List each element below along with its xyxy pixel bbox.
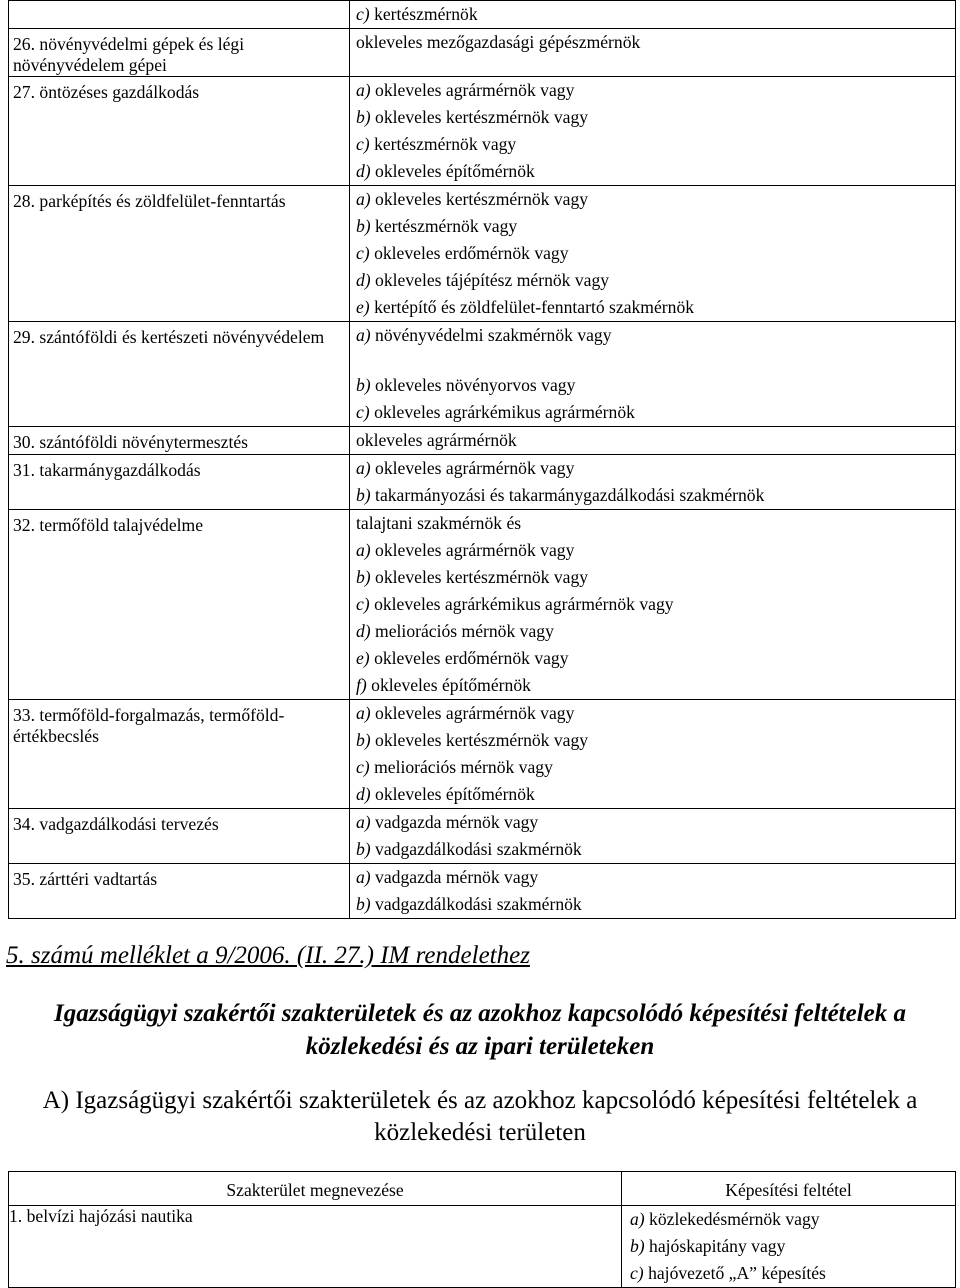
qualification-line	[356, 372, 955, 399]
table-row	[9, 510, 956, 700]
qualification-text: vadgazda mérnök vagy	[370, 867, 539, 887]
qualification-cell	[350, 322, 956, 427]
qualification-cell	[350, 809, 956, 864]
area-name: 33. termőföld-forgalmazás, termőföld-értékbecslés	[13, 705, 285, 746]
area-name: 31. takarmánygazdálkodás	[13, 460, 201, 480]
table-row	[9, 322, 956, 427]
qualification-cell	[350, 427, 956, 455]
option-letter: a)	[356, 812, 371, 832]
option-letter: c)	[356, 134, 370, 154]
qualification-cell	[350, 455, 956, 510]
qualification-line	[622, 1206, 955, 1233]
qualification-text: vadgazda mérnök vagy	[370, 812, 539, 832]
header-area: Szakterület megnevezése	[9, 1172, 622, 1206]
table-row	[9, 1, 956, 29]
table-row	[9, 700, 956, 809]
area-cell	[9, 809, 350, 864]
qualification-text: kertészmérnök vagy	[369, 134, 517, 154]
qualification-text: okleveles erdőmérnök vagy	[369, 243, 569, 263]
qualification-text: okleveles agrármérnök vagy	[370, 458, 575, 478]
qualification-text: okleveles mezőgazdasági gépészmérnök	[356, 32, 641, 52]
option-letter: a)	[356, 80, 371, 100]
area-cell	[9, 700, 350, 809]
qualification-line	[356, 864, 955, 891]
qualification-line	[356, 809, 955, 836]
qualification-text: okleveles építőmérnök	[366, 675, 531, 695]
qualification-text: meliorációs mérnök vagy	[370, 621, 554, 641]
qualification-line	[356, 836, 955, 863]
main-title: Igazságügyi szakértői szakterületek és az azokhoz kapcsolódó képesítési feltételek a közlekedési és az ipari területeken	[53, 1000, 907, 1060]
qualification-line	[356, 1, 955, 28]
qualification-text: takarmányozási és takarmánygazdálkodási szakmérnök	[370, 485, 765, 505]
qualification-cell	[350, 864, 956, 919]
area-name	[13, 1, 349, 6]
qualification-line	[356, 482, 955, 509]
qualification-line	[356, 537, 955, 564]
area-name: 30. szántóföldi növénytermesztés	[13, 432, 249, 452]
option-letter: b)	[356, 216, 371, 236]
option-letter: b)	[356, 485, 371, 505]
option-letter: c)	[356, 757, 370, 777]
qualification-line	[356, 240, 955, 267]
area-cell	[9, 29, 350, 77]
qualification-line	[356, 29, 955, 56]
option-letter: a)	[630, 1209, 645, 1229]
qualification-line	[356, 781, 955, 808]
area-name: 29. szántóföldi és kertészeti növényvédelem	[13, 327, 325, 347]
qualification-line	[356, 645, 955, 672]
annex-reference: 5. számú melléklet a 9/2006. (II. 27.) IM rendelethez	[6, 942, 530, 969]
qualification-line	[356, 399, 955, 426]
qualification-text: meliorációs mérnök vagy	[369, 757, 553, 777]
area-name: 34. vadgazdálkodási tervezés	[13, 814, 219, 834]
table-row	[9, 427, 956, 455]
qualification-text: hajóskapitány vagy	[644, 1236, 786, 1256]
qualification-text: okleveles agrármérnök vagy	[370, 703, 575, 723]
qualification-line	[356, 754, 955, 781]
option-letter: b)	[356, 567, 371, 587]
table-row	[9, 1206, 956, 1288]
qualification-line	[622, 1233, 955, 1260]
option-letter: b)	[356, 107, 371, 127]
qualification-text: kertészmérnök	[369, 4, 478, 24]
qualification-text: vadgazdálkodási szakmérnök	[370, 839, 582, 859]
qualification-text: okleveles építőmérnök	[370, 161, 535, 181]
option-letter: c)	[356, 243, 370, 263]
qualification-cell	[350, 510, 956, 700]
area-cell	[9, 1206, 622, 1288]
qualification-line	[356, 77, 955, 104]
qualification-text: okleveles építőmérnök	[370, 784, 535, 804]
area-name: 27. öntözéses gazdálkodás	[13, 82, 200, 102]
option-letter: e)	[356, 648, 370, 668]
qualification-table-agriculture	[8, 0, 956, 919]
table-header-row	[9, 1172, 956, 1206]
option-letter: b)	[356, 894, 371, 914]
option-letter: d)	[356, 161, 371, 181]
option-letter: c)	[356, 4, 370, 24]
spacer	[356, 349, 955, 372]
qualification-cell	[350, 29, 956, 77]
qualification-line	[356, 564, 955, 591]
option-letter: a)	[356, 867, 371, 887]
table-row	[9, 864, 956, 919]
option-letter: e)	[356, 297, 370, 317]
area-cell	[9, 322, 350, 427]
qualification-text: okleveles kertészmérnök vagy	[370, 567, 589, 587]
table-row	[9, 77, 956, 186]
table-row	[9, 29, 956, 77]
qualification-table-transport	[8, 1171, 956, 1288]
area-cell	[9, 186, 350, 322]
qualification-cell	[350, 77, 956, 186]
area-cell	[9, 864, 350, 919]
area-cell	[9, 510, 350, 700]
option-letter: c)	[356, 402, 370, 422]
qualification-line	[356, 158, 955, 185]
option-letter: a)	[356, 540, 371, 560]
qualification-cell	[350, 186, 956, 322]
qualification-line	[356, 267, 955, 294]
qualification-line	[356, 131, 955, 158]
qualification-text: talajtani szakmérnök és	[356, 513, 522, 533]
qualification-line	[356, 672, 955, 699]
option-letter: b)	[356, 839, 371, 859]
qualification-text: okleveles agrárkémikus agrármérnök vagy	[369, 594, 674, 614]
qualification-line	[356, 455, 955, 482]
qualification-text: okleveles agrármérnök	[356, 430, 517, 450]
option-letter: d)	[356, 270, 371, 290]
qualification-text: kertépítő és zöldfelület-fenntartó szakmérnök	[369, 297, 695, 317]
option-letter: a)	[356, 703, 371, 723]
area-cell	[9, 455, 350, 510]
qualification-line	[356, 891, 955, 918]
qualification-text: növényvédelmi szakmérnök vagy	[370, 325, 612, 345]
qualification-line	[356, 618, 955, 645]
qualification-text: okleveles agrármérnök vagy	[370, 540, 575, 560]
qualification-line	[356, 427, 955, 454]
qualification-text: okleveles tájépítész mérnök vagy	[370, 270, 610, 290]
qualification-line	[356, 213, 955, 240]
qualification-text: kertészmérnök vagy	[370, 216, 518, 236]
qualification-cell	[350, 700, 956, 809]
table-row	[9, 809, 956, 864]
option-letter: f)	[356, 675, 367, 695]
option-letter: d)	[356, 784, 371, 804]
option-letter: b)	[630, 1236, 645, 1256]
area-name: 28. parképítés és zöldfelület-fenntartás	[13, 191, 286, 211]
option-letter: a)	[356, 189, 371, 209]
header-qualification: Képesítési feltétel	[622, 1172, 956, 1206]
qualification-text: közlekedésmérnök vagy	[644, 1209, 820, 1229]
option-letter: b)	[356, 375, 371, 395]
qualification-line	[356, 186, 955, 213]
option-letter: a)	[356, 458, 371, 478]
option-letter: c)	[356, 594, 370, 614]
area-cell	[9, 427, 350, 455]
area-cell	[9, 77, 350, 186]
qualification-text: okleveles agrármérnök vagy	[370, 80, 575, 100]
option-letter: b)	[356, 730, 371, 750]
qualification-text: okleveles agrárkémikus agrármérnök	[369, 402, 635, 422]
qualification-line	[356, 294, 955, 321]
qualification-line	[356, 727, 955, 754]
option-letter: d)	[356, 621, 371, 641]
qualification-line	[356, 322, 955, 349]
qualification-text: okleveles növényorvos vagy	[370, 375, 576, 395]
table-row	[9, 186, 956, 322]
area-name: 35. zárttéri vadtartás	[13, 869, 158, 889]
area-name: 1. belvízi hajózási nautika	[9, 1206, 193, 1226]
qualification-text: vadgazdálkodási szakmérnök	[370, 894, 582, 914]
qualification-line	[356, 510, 955, 537]
qualification-line	[356, 591, 955, 618]
section-title: A) Igazságügyi szakértői szakterületek és az azokhoz kapcsolódó képesítési feltételek a közlekedési területen	[42, 1087, 918, 1146]
qualification-line	[622, 1260, 955, 1287]
qualification-text: okleveles kertészmérnök vagy	[370, 189, 589, 209]
area-name: 26. növényvédelmi gépek és légi növényvédelem gépei	[13, 34, 245, 75]
area-cell	[9, 1, 350, 29]
qualification-line	[356, 104, 955, 131]
option-letter: a)	[356, 325, 371, 345]
table-row	[9, 455, 956, 510]
qualification-cell	[622, 1206, 956, 1288]
qualification-text: hajóvezető „A” képesítés	[643, 1263, 826, 1283]
area-name: 32. termőföld talajvédelme	[13, 515, 204, 535]
qualification-text: okleveles kertészmérnök vagy	[370, 730, 589, 750]
qualification-cell	[350, 1, 956, 29]
option-letter: c)	[630, 1263, 644, 1283]
qualification-line	[356, 700, 955, 727]
qualification-text: okleveles erdőmérnök vagy	[369, 648, 569, 668]
qualification-text: okleveles kertészmérnök vagy	[370, 107, 589, 127]
